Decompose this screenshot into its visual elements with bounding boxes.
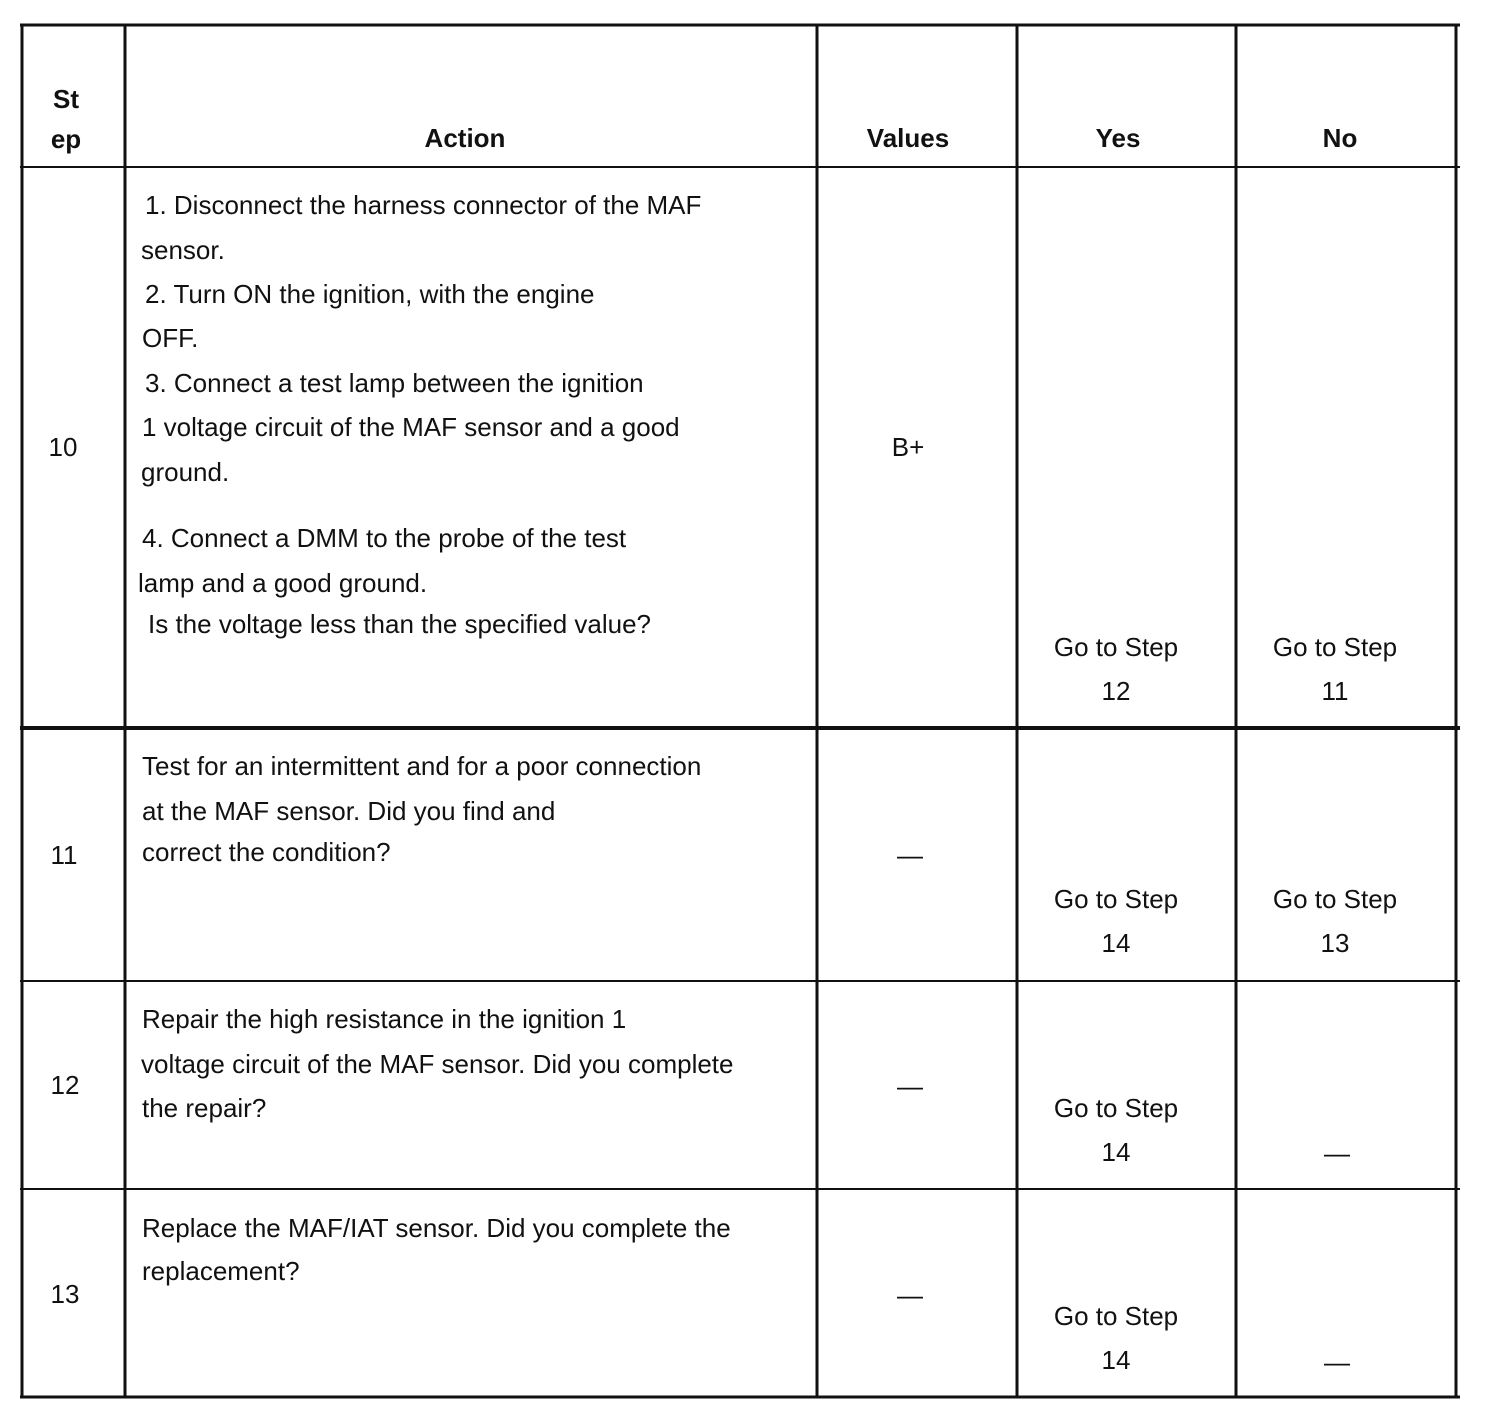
action-line: replacement?: [142, 1256, 300, 1286]
yes-goto-step: 14: [1101, 928, 1131, 958]
yes-goto-label: Go to Step: [1053, 884, 1179, 914]
action-line: voltage circuit of the MAF sensor. Did you complete: [141, 1049, 734, 1079]
action-line: 4. Connect a DMM to the probe of the test: [142, 523, 627, 553]
action-line: Repair the high resistance in the ignition 1: [142, 1004, 627, 1034]
header-action: Action: [424, 123, 506, 153]
value-cell: B+: [891, 432, 925, 462]
value-cell: —: [897, 1280, 923, 1310]
action-line: sensor.: [141, 235, 225, 265]
action-line: ground.: [141, 457, 230, 487]
action-line: Test for an intermittent and for a poor connection: [142, 751, 702, 781]
step-number: 13: [50, 1279, 80, 1309]
value-cell: —: [897, 1071, 923, 1101]
yes-goto-step: 14: [1101, 1345, 1131, 1375]
action-line: correct the condition?: [142, 837, 391, 867]
action-line: Is the voltage less than the specified value?: [148, 609, 651, 639]
yes-goto-label: Go to Step: [1053, 1093, 1179, 1123]
action-line: OFF.: [142, 323, 199, 353]
no-goto-label: Go to Step: [1272, 884, 1398, 914]
action-line: 3. Connect a test lamp between the ignition: [145, 368, 644, 398]
header-no: No: [1322, 123, 1358, 153]
header-values: Values: [866, 123, 950, 153]
value-cell: —: [897, 840, 923, 870]
action-line: 1 voltage circuit of the MAF sensor and a good: [142, 412, 680, 442]
action-line: 1. Disconnect the harness connector of the MAF: [145, 190, 702, 220]
header-step-line2: ep: [50, 124, 82, 154]
no-goto-step: 11: [1321, 676, 1349, 706]
action-line: Replace the MAF/IAT sensor. Did you complete the: [142, 1213, 731, 1243]
step-number: 10: [48, 432, 78, 462]
no-cell: —: [1324, 1347, 1350, 1377]
no-cell: —: [1324, 1138, 1350, 1168]
action-line: 2. Turn ON the ignition, with the engine: [145, 279, 595, 309]
yes-goto-label: Go to Step: [1053, 1301, 1179, 1331]
action-line: at the MAF sensor. Did you find and: [142, 796, 556, 826]
yes-goto-step: 12: [1101, 676, 1131, 706]
step-number: 11: [50, 840, 78, 870]
no-goto-label: Go to Step: [1272, 632, 1398, 662]
header-step-line1: St: [53, 84, 79, 114]
yes-goto-step: 14: [1101, 1137, 1131, 1167]
step-number: 12: [50, 1070, 80, 1100]
action-line: the repair?: [142, 1093, 267, 1123]
action-line: lamp and a good ground.: [138, 568, 428, 598]
no-goto-step: 13: [1320, 928, 1350, 958]
header-yes: Yes: [1095, 123, 1141, 153]
yes-goto-label: Go to Step: [1053, 632, 1179, 662]
